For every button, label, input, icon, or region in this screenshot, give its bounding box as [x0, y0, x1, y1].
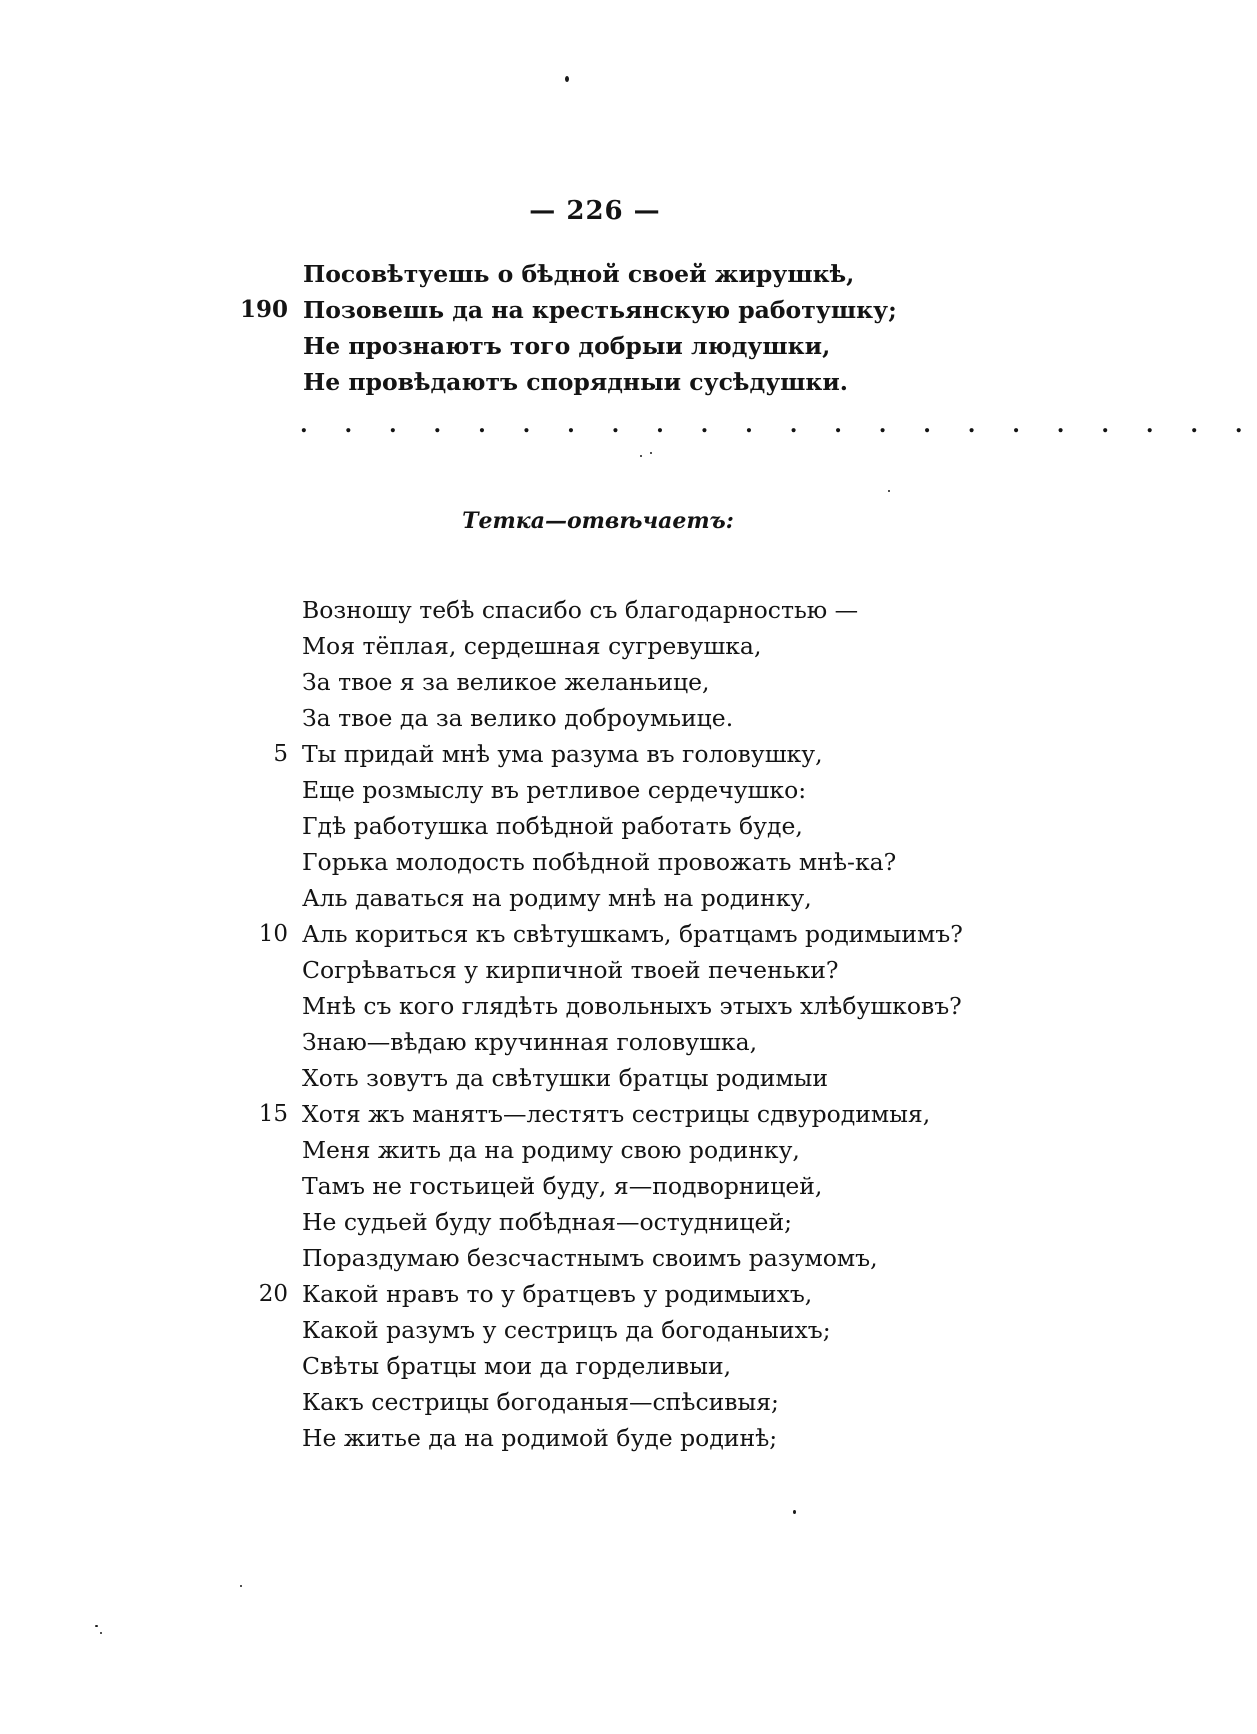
verse-text: Меня жить да на родиму свою родинку,: [302, 1136, 800, 1164]
verse-line: [0, 952, 1140, 988]
verse-text: Горька молодость побѣдной провожать мнѣ-ка?: [302, 848, 897, 876]
verse-text: Не судьей буду побѣдная—остудницей;: [302, 1208, 793, 1236]
verse-text: Согрѣваться у кирпичной твоей печеньки?: [302, 956, 839, 984]
verse-line: [0, 1024, 1140, 1060]
verse-line: [0, 664, 1140, 700]
verse-text: Аль даваться на родиму мнѣ на родинку,: [302, 884, 812, 912]
verse-line: [0, 1240, 1140, 1276]
speaker-heading: Тетка—отвѣчаетъ:: [462, 508, 734, 534]
verse-text: Хоть зовутъ да свѣтушки братцы родимыи: [302, 1064, 829, 1092]
main-stanza: [0, 592, 1140, 1456]
ink-speck: [95, 1625, 98, 1627]
page-number: — 226 —: [529, 196, 661, 226]
verse-text: Моя тёплая, сердешная сугревушка,: [302, 632, 762, 660]
verse-line: [0, 880, 1140, 916]
verse-text: Не провѣдаютъ спорядныи сусѣдушки.: [303, 368, 848, 396]
verse-text: Свѣты братцы мои да горделивыи,: [302, 1352, 732, 1380]
verse-line: [0, 1348, 1140, 1384]
verse-line: [0, 1204, 1140, 1240]
verse-line: [0, 736, 1140, 772]
verse-line: [0, 772, 1140, 808]
verse-text: Мнѣ съ кого глядѣть довольныхъ этыхъ хлѣбушковъ?: [302, 992, 962, 1020]
line-number: 5: [273, 741, 288, 767]
verse-text: Посовѣтуешь о бѣдной своей жирушкѣ,: [303, 260, 855, 288]
verse-line: [0, 364, 1140, 400]
ink-speck: [650, 452, 652, 454]
verse-line: [0, 1060, 1140, 1096]
verse-line: [0, 988, 1140, 1024]
verse-line: [0, 1132, 1140, 1168]
verse-line: [0, 916, 1140, 952]
verse-line: [0, 592, 1140, 628]
ink-speck: [793, 1510, 796, 1514]
ink-speck: [888, 490, 890, 492]
verse-text: За твое да за велико доброумьице.: [302, 704, 734, 732]
verse-line: [0, 292, 1140, 328]
omission-dots: . . . . . . . . . . . . . . . . . . . . . .: [300, 412, 1257, 438]
ink-speck: [565, 76, 569, 82]
verse-text: Какъ сестрицы богоданыя—спѣсивыя;: [302, 1388, 779, 1416]
verse-text: Ты придай мнѣ ума разума въ головушку,: [302, 740, 823, 768]
line-number: 15: [258, 1101, 288, 1127]
verse-text: Не прознаютъ того добрыи людушки,: [303, 332, 831, 360]
verse-line: [0, 328, 1140, 364]
top-stanza: [0, 256, 1140, 400]
verse-line: [0, 1312, 1140, 1348]
line-number: 10: [258, 921, 288, 947]
verse-line: [0, 628, 1140, 664]
line-number: 190: [239, 296, 288, 323]
verse-line: [0, 1420, 1140, 1456]
verse-line: [0, 1096, 1140, 1132]
verse-line: [0, 700, 1140, 736]
verse-text: За твое я за великое желаньице,: [302, 668, 710, 696]
verse-line: [0, 844, 1140, 880]
verse-line: [0, 1276, 1140, 1312]
verse-text: Позовешь да на крестьянскую работушку;: [303, 296, 897, 324]
ink-speck: [100, 1632, 102, 1634]
verse-text: Гдѣ работушка побѣдной работать буде,: [302, 812, 803, 840]
ink-speck: [240, 1585, 242, 1587]
verse-text: Пораздумаю безсчастнымъ своимъ разумомъ,: [302, 1244, 878, 1272]
verse-text: Какой нравъ то у братцевъ у родимыихъ,: [302, 1280, 813, 1308]
verse-line: [0, 808, 1140, 844]
verse-text: Хотя жъ манятъ—лестятъ сестрицы сдвуродимыя,: [302, 1100, 931, 1128]
verse-text: Знаю—вѣдаю кручинная головушка,: [302, 1028, 758, 1056]
verse-line: [0, 256, 1140, 292]
verse-text: Тамъ не гостьицей буду, я—подворницей,: [302, 1172, 823, 1200]
verse-text: Аль кориться къ свѣтушкамъ, братцамъ родимыимъ?: [302, 920, 963, 948]
verse-line: [0, 1384, 1140, 1420]
verse-text: Возношу тебѣ спасибо съ благодарностью —: [302, 596, 859, 624]
line-number: 20: [258, 1281, 288, 1307]
verse-text: Не житье да на родимой буде родинѣ;: [302, 1424, 778, 1452]
verse-text: Какой разумъ у сестрицъ да богоданыихъ;: [302, 1316, 831, 1344]
verse-line: [0, 1168, 1140, 1204]
verse-text: Еще розмыслу въ ретливое сердечушко:: [302, 776, 807, 804]
ink-speck: [640, 455, 642, 457]
